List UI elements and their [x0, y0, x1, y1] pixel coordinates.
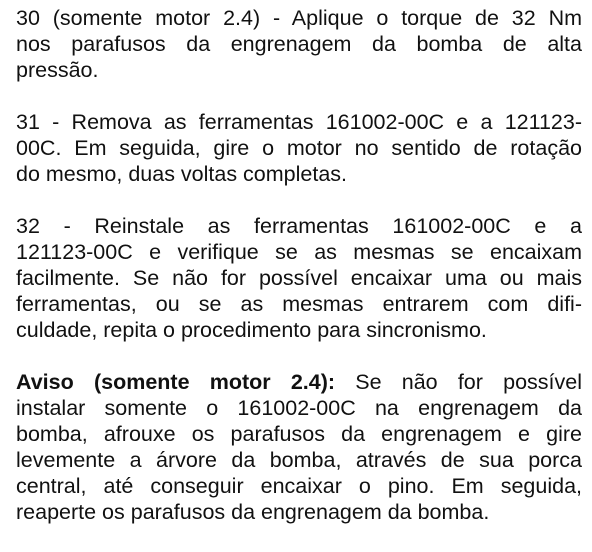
text-line: 30 (somente motor 2.4) - Aplique o torque de 32 Nm: [16, 6, 582, 30]
document-body: [16, 5, 582, 551]
text-line: 31 - Remova as ferramentas 161002-00C e a 121123-: [16, 110, 582, 134]
text-line: nos parafusos da engrenagem da bomba de alta: [16, 32, 582, 56]
text-line: do mesmo, duas voltas completas.: [16, 162, 348, 186]
text-line: 32 - Reinstale as ferramentas 161002-00C e a: [16, 214, 582, 238]
warning-text-start: Se não for possível: [335, 370, 582, 394]
text-line: ferramentas, ou se as mesmas entrarem com difi-: [16, 292, 582, 316]
paragraph-step-32: [16, 213, 582, 343]
paragraph-step-30: [16, 5, 582, 83]
text-line: facilmente. Se não for possível encaixar uma ou mais: [16, 266, 582, 290]
text-line: pressão.: [16, 58, 99, 82]
text-line: instalar somente o 161002-00C na engrenagem da: [16, 396, 582, 420]
text-line: central, até conseguir encaixar o pino. Em seguida,: [16, 474, 582, 498]
text-line: 121123-00C e verifique se as mesmas se encaixam: [16, 240, 582, 264]
text-line: culdade, repita o procedimento para sincronismo.: [16, 318, 487, 342]
text-line: reaperte os parafusos da engrenagem da bomba.: [16, 500, 490, 524]
text-line: [16, 369, 582, 395]
text-line: 00C. Em seguida, gire o motor no sentido de rotação: [16, 136, 582, 160]
paragraph-step-31: [16, 109, 582, 187]
text-line: bomba, afrouxe os parafusos da engrenagem e gire: [16, 422, 582, 446]
text-line: levemente a árvore da bomba, através de sua porca: [16, 448, 582, 472]
paragraph-warning: [16, 369, 582, 525]
warning-label: Aviso (somente motor 2.4):: [16, 370, 336, 394]
